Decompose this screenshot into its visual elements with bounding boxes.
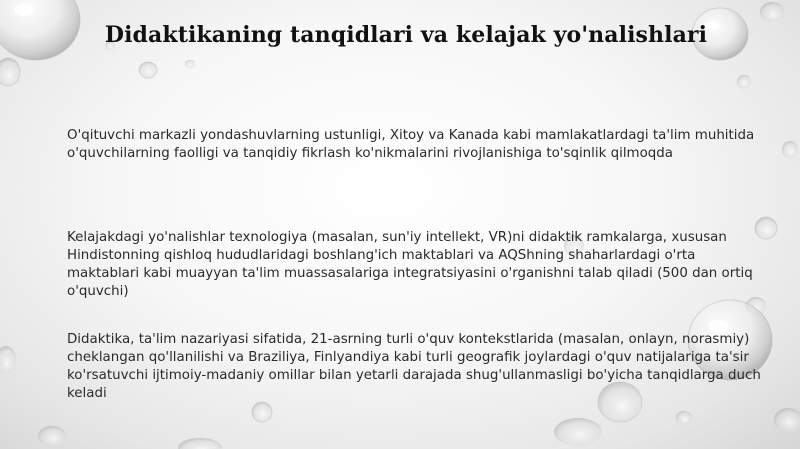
- slide-title: Didaktikaning tanqidlari va kelajak yo'nalishlari: [104, 22, 708, 48]
- paragraph-criticism-limited-application: Didaktika, ta'lim nazariyasi sifatida, 21-asrning turli o'quv kontekstlarida (masalan, onlayn, norasmiy) cheklangan qo'llanilishi va Braziliya, Finlyandiya kabi turli geografik joylardagi o'quv natijalariga ta'sir ko'rsatuvchi ijtimoiy-madaniy omillar bilan yetarli darajada shug'ullanmasligi bo'yicha tanqidlarga duch keladi: [67, 332, 761, 401]
- paragraph-future-directions: Kelajakdagi yo'nalishlar texnologiya (masalan, sun'iy intellekt, VR)ni didaktik ramkalarga, xususan Hindistonning qishloq hududlaridagi boshlang'ich maktablari va AQShning shaharlardagi o'rta maktablari kabi muayyan ta'lim muassasalariga integratsiyasini o'rganishni talab qiladi (500 dan ortiq o'quvchi): [67, 230, 753, 299]
- paragraph-criticism-teacher-centered: O'qituvchi markazli yondashuvlarning ustunligi, Xitoy va Kanada kabi mamlakatlardagi ta'lim muhitida o'quvchilarning faolligi va tanqidiy fikrlash ko'nikmalarini rivojlanishiga to'sqinlik qilmoqda: [67, 128, 755, 161]
